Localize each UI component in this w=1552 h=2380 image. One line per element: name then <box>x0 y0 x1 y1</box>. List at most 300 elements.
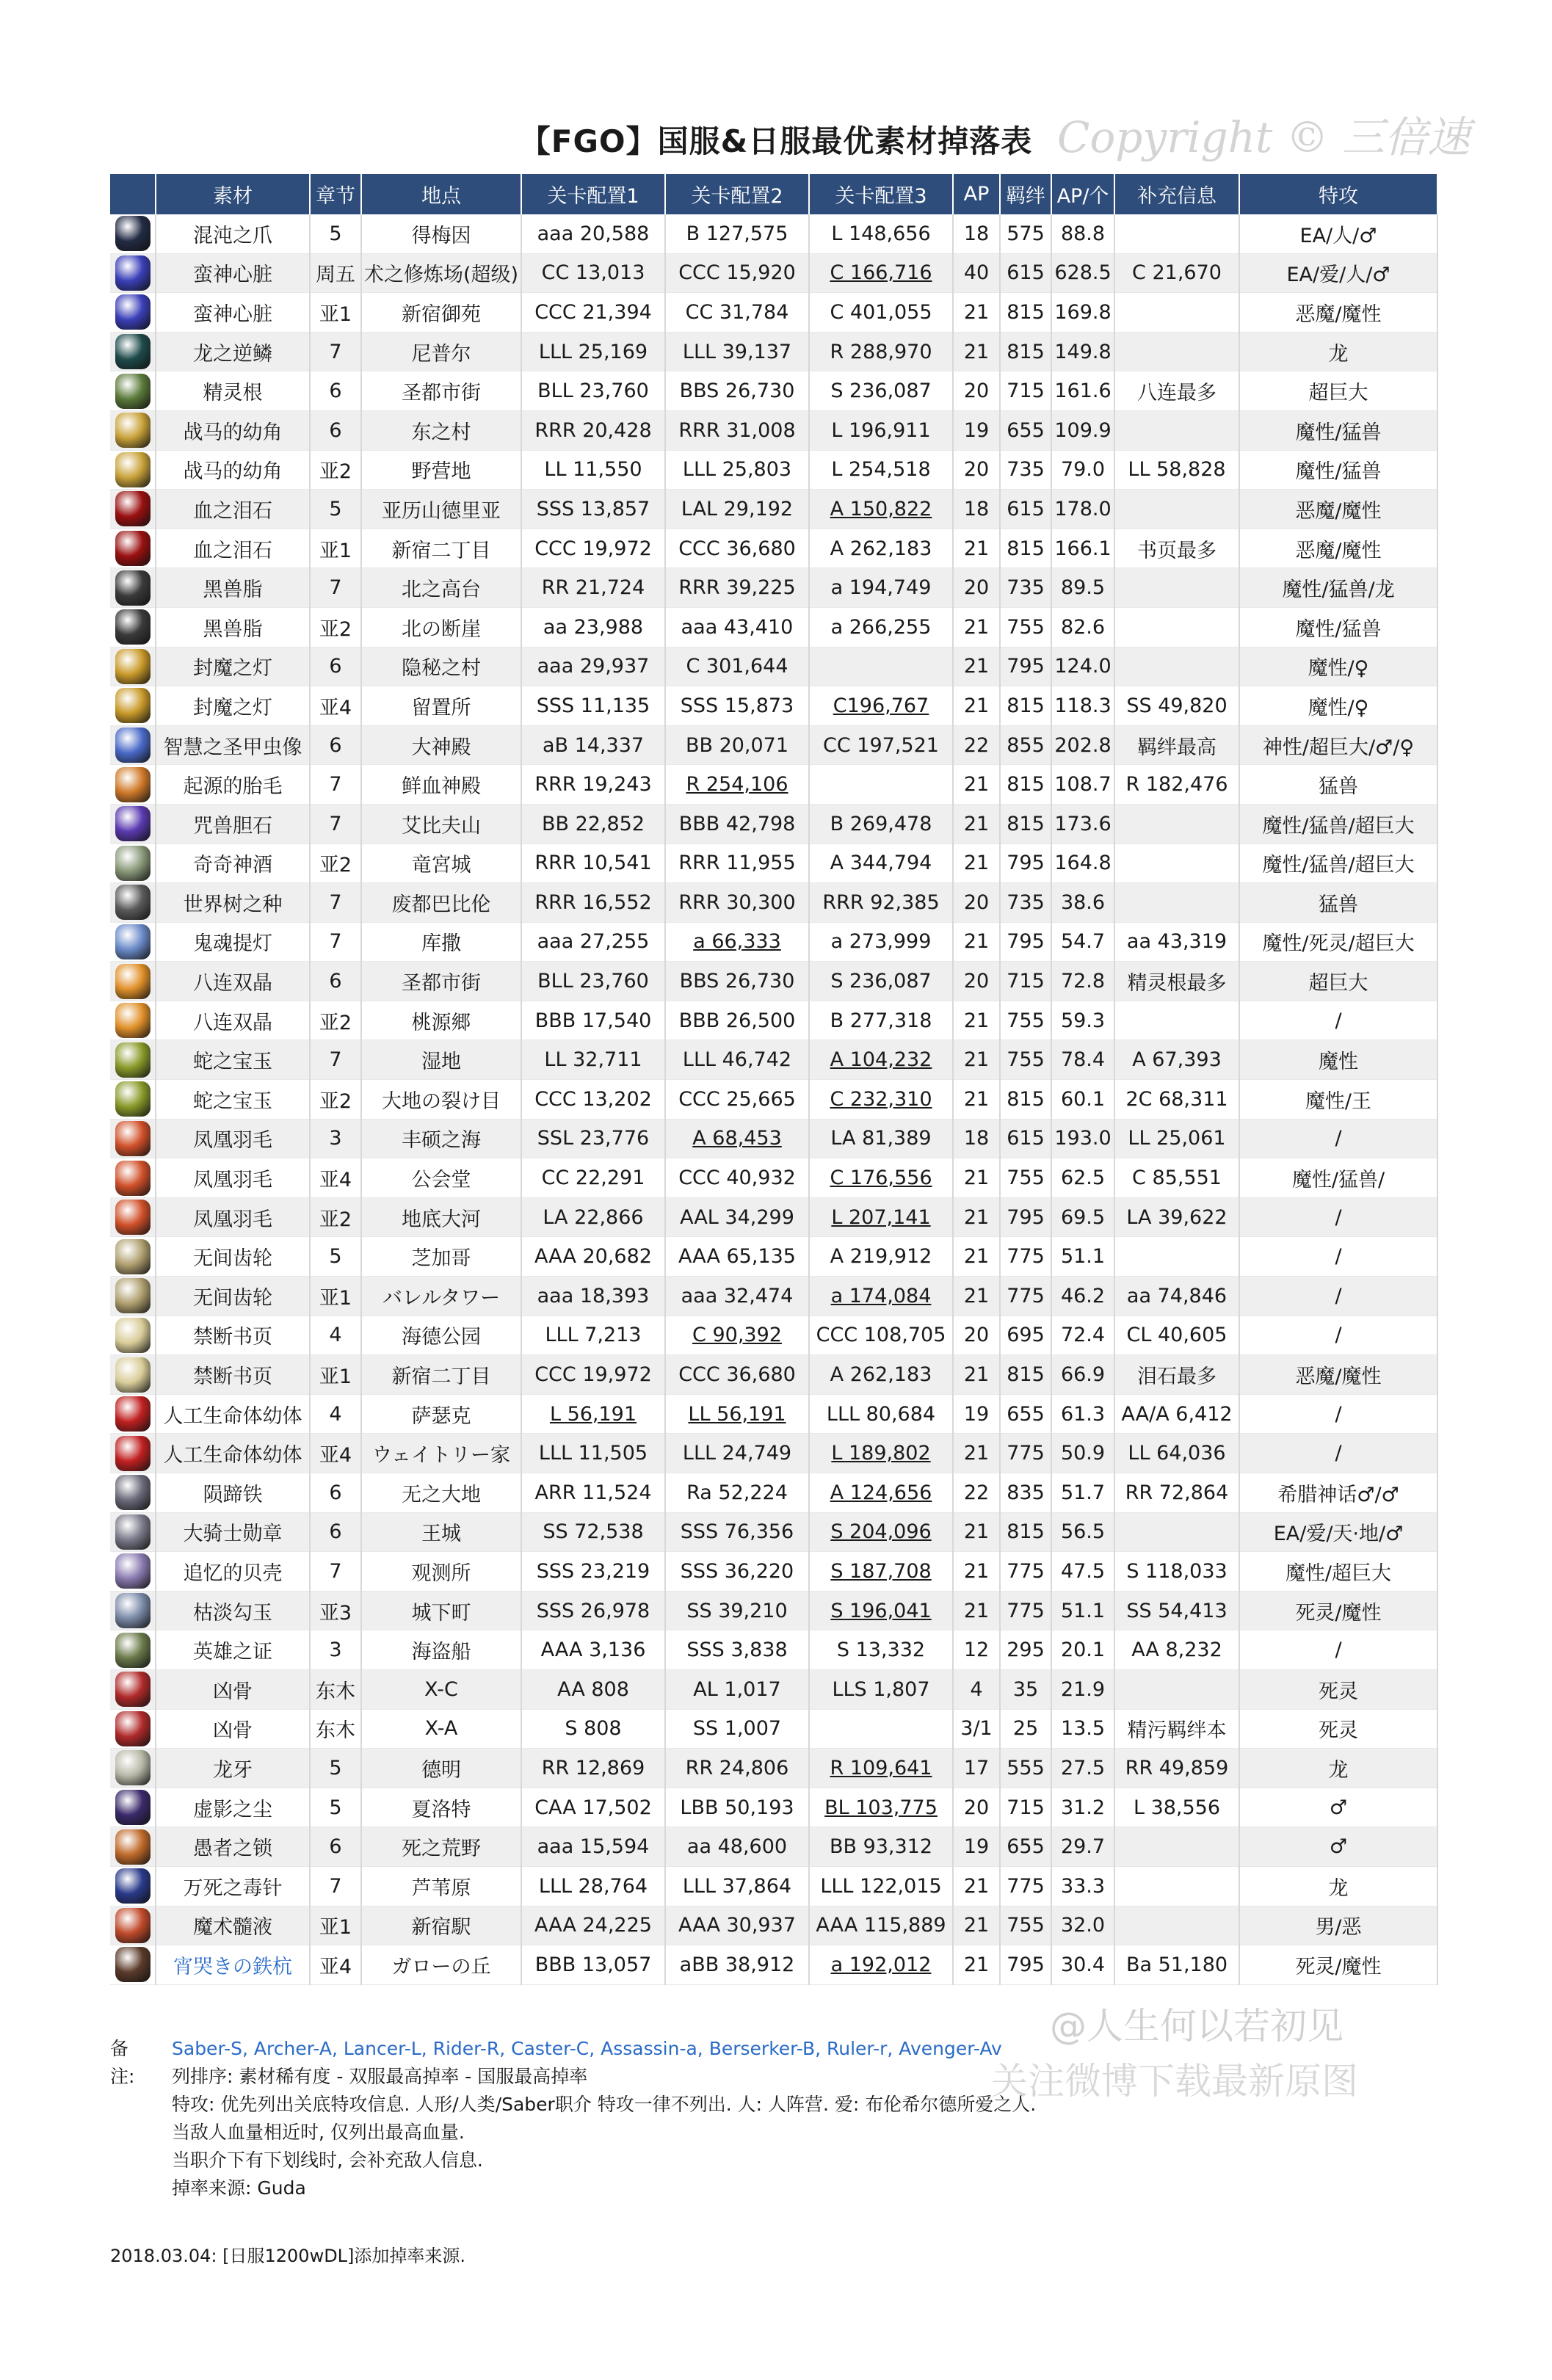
cell-config-1: LL 32,711 <box>521 1040 665 1080</box>
cell-bond: 735 <box>1000 568 1051 608</box>
material-icon <box>115 1396 151 1432</box>
cell-material: 血之泪石 <box>156 490 310 529</box>
cell-bond: 755 <box>1000 1001 1051 1040</box>
material-icon-cell <box>110 647 156 686</box>
cell-location: 术之修炼场(超级) <box>361 253 521 293</box>
cell-extra-info <box>1114 1237 1239 1277</box>
cell-config-1: BLL 23,760 <box>521 371 665 411</box>
cell-location: 萨瑟克 <box>361 1394 521 1434</box>
material-icon <box>115 1553 151 1589</box>
table-row <box>110 1316 1437 1355</box>
cell-location: ガローの丘 <box>361 1945 521 1985</box>
cell-chapter: 5 <box>310 1749 361 1788</box>
table-row <box>110 1906 1437 1945</box>
cell-extra-info <box>1114 607 1239 647</box>
cell-config-1: RRR 20,428 <box>521 410 665 450</box>
cell-config-2: C 90,392 <box>665 1316 809 1355</box>
cell-special-attack: ♂ <box>1239 1788 1437 1827</box>
cell-ap: 21 <box>953 1866 1000 1906</box>
header-ap-per-item: AP/个 <box>1051 174 1114 214</box>
cell-bond: 615 <box>1000 490 1051 529</box>
cell-bond: 775 <box>1000 1866 1051 1906</box>
cell-material: 精灵根 <box>156 371 310 411</box>
material-icon <box>115 1239 151 1274</box>
cell-location: 无之大地 <box>361 1473 521 1513</box>
cell-chapter: 5 <box>310 214 361 253</box>
cell-extra-info <box>1114 1906 1239 1945</box>
cell-extra-info: aa 43,319 <box>1114 922 1239 962</box>
material-icon-cell <box>110 1749 156 1788</box>
cell-bond: 715 <box>1000 371 1051 411</box>
cell-special-attack: / <box>1239 1277 1437 1316</box>
cell-config-3: B 277,318 <box>809 1001 953 1040</box>
cell-config-2: LBB 50,193 <box>665 1788 809 1827</box>
material-icon-cell <box>110 1316 156 1355</box>
cell-special-attack: / <box>1239 1434 1437 1473</box>
cell-material: 凤凰羽毛 <box>156 1158 310 1198</box>
cell-bond: 815 <box>1000 293 1051 333</box>
material-icon <box>115 649 151 684</box>
cell-extra-info <box>1114 214 1239 253</box>
cell-config-1: LLL 11,505 <box>521 1434 665 1473</box>
cell-config-2: aa 48,600 <box>665 1827 809 1867</box>
table-row <box>110 686 1437 726</box>
cell-config-1: LLL 7,213 <box>521 1316 665 1355</box>
cell-ap-per-item: 69.5 <box>1051 1197 1114 1237</box>
cell-chapter: 3 <box>310 1630 361 1670</box>
material-icon-cell <box>110 410 156 450</box>
cell-ap-per-item: 164.8 <box>1051 843 1114 883</box>
material-icon-cell <box>110 1277 156 1316</box>
material-icon <box>115 1200 151 1235</box>
material-icon-cell <box>110 450 156 490</box>
cell-config-1: LA 22,866 <box>521 1197 665 1237</box>
cell-config-3: LA 81,389 <box>809 1119 953 1158</box>
cell-chapter: 6 <box>310 1473 361 1513</box>
cell-config-1: aaa 18,393 <box>521 1277 665 1316</box>
cell-bond: 615 <box>1000 253 1051 293</box>
cell-config-1: CCC 19,972 <box>521 529 665 568</box>
cell-material: 战马的幼角 <box>156 450 310 490</box>
material-icon <box>115 531 151 566</box>
cell-special-attack: EA/爱/人/♂ <box>1239 253 1437 293</box>
material-icon <box>115 688 151 723</box>
cell-ap: 21 <box>953 922 1000 962</box>
cell-ap: 21 <box>953 1001 1000 1040</box>
cell-chapter: 亚4 <box>310 1158 361 1198</box>
table-row <box>110 1709 1437 1749</box>
material-icon-cell <box>110 1040 156 1080</box>
cell-extra-info: SS 54,413 <box>1114 1591 1239 1630</box>
cell-config-1: CC 22,291 <box>521 1158 665 1198</box>
cell-bond: 655 <box>1000 1827 1051 1867</box>
cell-config-3: a 194,749 <box>809 568 953 608</box>
cell-ap: 20 <box>953 883 1000 923</box>
cell-ap-per-item: 108.7 <box>1051 765 1114 805</box>
cell-ap-per-item: 124.0 <box>1051 647 1114 686</box>
cell-special-attack: / <box>1239 1119 1437 1158</box>
table-row <box>110 1237 1437 1277</box>
material-icon <box>115 1475 151 1510</box>
material-icon <box>115 767 151 802</box>
table-row <box>110 962 1437 1001</box>
cell-extra-info: Ba 51,180 <box>1114 1945 1239 1985</box>
cell-chapter: 5 <box>310 490 361 529</box>
table-row <box>110 922 1437 962</box>
cell-ap-per-item: 46.2 <box>1051 1277 1114 1316</box>
cell-config-3: C 176,556 <box>809 1158 953 1198</box>
cell-special-attack: 猛兽 <box>1239 883 1437 923</box>
cell-config-2: AAA 30,937 <box>665 1906 809 1945</box>
material-icon <box>115 1633 151 1668</box>
cell-bond: 755 <box>1000 1158 1051 1198</box>
cell-ap: 21 <box>953 804 1000 843</box>
cell-ap-per-item: 51.7 <box>1051 1473 1114 1513</box>
material-icon-cell <box>110 1119 156 1158</box>
note-line: 掉率来源: Guda <box>172 2177 306 2199</box>
watermark-author: @人生何以若初见 <box>1050 2005 1344 2047</box>
cell-chapter: 亚1 <box>310 1355 361 1395</box>
cell-location: X-A <box>361 1709 521 1749</box>
cell-config-2: LAL 29,192 <box>665 490 809 529</box>
cell-bond: 795 <box>1000 1197 1051 1237</box>
cell-config-2: SS 39,210 <box>665 1591 809 1630</box>
table-row <box>110 529 1437 568</box>
cell-ap: 21 <box>953 529 1000 568</box>
cell-ap-per-item: 72.8 <box>1051 962 1114 1001</box>
cell-location: 废都巴比伦 <box>361 883 521 923</box>
table-row <box>110 804 1437 843</box>
cell-bond: 775 <box>1000 1591 1051 1630</box>
cell-ap: 20 <box>953 568 1000 608</box>
cell-chapter: 亚2 <box>310 1001 361 1040</box>
cell-config-2: SSS 36,220 <box>665 1552 809 1592</box>
cell-config-3: LLS 1,807 <box>809 1669 953 1709</box>
cell-extra-info: CL 40,605 <box>1114 1316 1239 1355</box>
cell-bond: 775 <box>1000 1552 1051 1592</box>
cell-special-attack: 龙 <box>1239 332 1437 371</box>
cell-bond: 815 <box>1000 332 1051 371</box>
page-title: 【FGO】国服&日服最优素材掉落表 <box>519 123 1033 159</box>
cell-extra-info: C 21,670 <box>1114 253 1239 293</box>
material-icon <box>115 1750 151 1785</box>
cell-bond: 615 <box>1000 1119 1051 1158</box>
cell-material: 封魔之灯 <box>156 686 310 726</box>
table-row <box>110 1119 1437 1158</box>
material-icon <box>115 1278 151 1313</box>
cell-config-2: CCC 36,680 <box>665 1355 809 1395</box>
header-location: 地点 <box>361 174 521 214</box>
material-icon <box>115 334 151 369</box>
cell-extra-info: AA 8,232 <box>1114 1630 1239 1670</box>
cell-extra-info <box>1114 647 1239 686</box>
material-icon <box>115 1711 151 1746</box>
material-icon-cell <box>110 686 156 726</box>
cell-material: 凶骨 <box>156 1709 310 1749</box>
cell-location: 隐秘之村 <box>361 647 521 686</box>
material-icon-cell <box>110 1355 156 1395</box>
table-row <box>110 1749 1437 1788</box>
material-icon-cell <box>110 293 156 333</box>
cell-config-1: aB 14,337 <box>521 725 665 765</box>
material-icon-cell <box>110 332 156 371</box>
cell-config-1: SSS 11,135 <box>521 686 665 726</box>
material-icon-cell <box>110 1394 156 1434</box>
cell-material: 禁断书页 <box>156 1316 310 1355</box>
cell-chapter: 6 <box>310 1512 361 1552</box>
cell-material: 禁断书页 <box>156 1355 310 1395</box>
cell-material: 宵哭きの鉄杭 <box>156 1945 310 1985</box>
cell-location: 夏洛特 <box>361 1788 521 1827</box>
cell-ap: 20 <box>953 371 1000 411</box>
material-icon <box>115 609 151 645</box>
cell-bond: 695 <box>1000 1316 1051 1355</box>
cell-extra-info: LA 39,622 <box>1114 1197 1239 1237</box>
cell-location: 城下町 <box>361 1591 521 1630</box>
cell-chapter: 7 <box>310 1866 361 1906</box>
cell-extra-info: AA/A 6,412 <box>1114 1394 1239 1434</box>
cell-special-attack: 魔性/猛兽/超巨大 <box>1239 843 1437 883</box>
cell-ap-per-item: 169.8 <box>1051 293 1114 333</box>
watermark-follow: 关注微博下载最新原图 <box>991 2060 1358 2103</box>
cell-config-3: A 262,183 <box>809 529 953 568</box>
cell-config-1: SSL 23,776 <box>521 1119 665 1158</box>
cell-location: 芦苇原 <box>361 1866 521 1906</box>
cell-config-2: BBS 26,730 <box>665 371 809 411</box>
cell-ap-per-item: 193.0 <box>1051 1119 1114 1158</box>
material-icon-cell <box>110 1197 156 1237</box>
material-icon <box>115 570 151 606</box>
cell-ap: 19 <box>953 410 1000 450</box>
cell-config-2: AAA 65,135 <box>665 1237 809 1277</box>
cell-ap-per-item: 51.1 <box>1051 1237 1114 1277</box>
class-legend: Saber-S, Archer-A, Lancer-L, Rider-R, Caster-C, Assassin-a, Berserker-B, Ruler-r, Avenger-Av <box>172 2038 1002 2059</box>
table-row <box>110 1080 1437 1120</box>
cell-config-2: RR 24,806 <box>665 1749 809 1788</box>
cell-extra-info: aa 74,846 <box>1114 1277 1239 1316</box>
cell-ap: 21 <box>953 647 1000 686</box>
cell-extra-info <box>1114 1512 1239 1552</box>
cell-special-attack: 恶魔/魔性 <box>1239 529 1437 568</box>
cell-chapter: 亚2 <box>310 1080 361 1120</box>
cell-chapter: 亚2 <box>310 607 361 647</box>
cell-config-1: BBB 13,057 <box>521 1945 665 1985</box>
cell-config-2: BBB 42,798 <box>665 804 809 843</box>
cell-special-attack: 魔性/♀ <box>1239 686 1437 726</box>
cell-config-1: CCC 13,202 <box>521 1080 665 1120</box>
cell-config-2: AAL 34,299 <box>665 1197 809 1237</box>
cell-ap-per-item: 30.4 <box>1051 1945 1114 1985</box>
cell-config-2: B 127,575 <box>665 214 809 253</box>
cell-config-3: A 262,183 <box>809 1355 953 1395</box>
cell-special-attack: 死灵/魔性 <box>1239 1945 1437 1985</box>
cell-bond: 755 <box>1000 1906 1051 1945</box>
cell-config-2: A 68,453 <box>665 1119 809 1158</box>
cell-location: 王城 <box>361 1512 521 1552</box>
table-row <box>110 490 1437 529</box>
cell-location: 丰硕之海 <box>361 1119 521 1158</box>
material-icon-cell <box>110 1512 156 1552</box>
cell-config-2: AL 1,017 <box>665 1669 809 1709</box>
cell-config-3: R 109,641 <box>809 1749 953 1788</box>
cell-ap-per-item: 54.7 <box>1051 922 1114 962</box>
material-icon <box>115 1672 151 1707</box>
cell-config-3: CC 197,521 <box>809 725 953 765</box>
cell-bond: 735 <box>1000 450 1051 490</box>
cell-config-3: S 204,096 <box>809 1512 953 1552</box>
cell-bond: 815 <box>1000 529 1051 568</box>
cell-material: 英雄之证 <box>156 1630 310 1670</box>
cell-extra-info <box>1114 1001 1239 1040</box>
table-row <box>110 1473 1437 1513</box>
material-icon-cell <box>110 490 156 529</box>
cell-ap: 21 <box>953 686 1000 726</box>
cell-location: 死之荒野 <box>361 1827 521 1867</box>
cell-ap-per-item: 60.1 <box>1051 1080 1114 1120</box>
cell-special-attack: 恶魔/魔性 <box>1239 293 1437 333</box>
cell-chapter: 亚1 <box>310 529 361 568</box>
cell-ap: 20 <box>953 1788 1000 1827</box>
cell-chapter: 亚2 <box>310 843 361 883</box>
cell-location: 尼普尔 <box>361 332 521 371</box>
cell-config-3: B 269,478 <box>809 804 953 843</box>
table-header-row <box>110 174 1437 214</box>
cell-extra-info: A 67,393 <box>1114 1040 1239 1080</box>
cell-chapter: 6 <box>310 410 361 450</box>
cell-config-3: C 166,716 <box>809 253 953 293</box>
cell-ap-per-item: 21.9 <box>1051 1669 1114 1709</box>
cell-material: 虚影之尘 <box>156 1788 310 1827</box>
cell-config-2: RRR 30,300 <box>665 883 809 923</box>
table-row <box>110 293 1437 333</box>
cell-location: ウェイトリー家 <box>361 1434 521 1473</box>
cell-extra-info: LL 64,036 <box>1114 1434 1239 1473</box>
cell-config-2: RRR 39,225 <box>665 568 809 608</box>
cell-material: 龙牙 <box>156 1749 310 1788</box>
cell-extra-info: SS 49,820 <box>1114 686 1239 726</box>
cell-special-attack: 魔性/猛兽 <box>1239 607 1437 647</box>
cell-ap-per-item: 161.6 <box>1051 371 1114 411</box>
cell-config-2: RRR 11,955 <box>665 843 809 883</box>
cell-location: 鲜血神殿 <box>361 765 521 805</box>
cell-config-3: C 232,310 <box>809 1080 953 1120</box>
cell-special-attack: 魔性/猛兽/超巨大 <box>1239 804 1437 843</box>
cell-ap: 21 <box>953 1277 1000 1316</box>
cell-special-attack: 男/恶 <box>1239 1906 1437 1945</box>
cell-config-3: a 174,084 <box>809 1277 953 1316</box>
cell-location: 桃源郷 <box>361 1001 521 1040</box>
material-icon-cell <box>110 253 156 293</box>
cell-chapter: 4 <box>310 1316 361 1355</box>
material-icon <box>115 1318 151 1353</box>
cell-config-3: a 192,012 <box>809 1945 953 1985</box>
material-icon <box>115 885 151 920</box>
material-icon-cell <box>110 1158 156 1198</box>
cell-location: 地底大河 <box>361 1197 521 1237</box>
cell-ap-per-item: 20.1 <box>1051 1630 1114 1670</box>
cell-bond: 815 <box>1000 804 1051 843</box>
cell-config-2: RRR 31,008 <box>665 410 809 450</box>
table-row <box>110 1001 1437 1040</box>
cell-config-1: AAA 3,136 <box>521 1630 665 1670</box>
cell-material: 万死之毒针 <box>156 1866 310 1906</box>
cell-config-2: CC 31,784 <box>665 293 809 333</box>
cell-extra-info: 羁绊最高 <box>1114 725 1239 765</box>
cell-bond: 775 <box>1000 1434 1051 1473</box>
cell-special-attack: 死灵 <box>1239 1709 1437 1749</box>
cell-chapter: 6 <box>310 647 361 686</box>
cell-bond: 795 <box>1000 647 1051 686</box>
table-row <box>110 1040 1437 1080</box>
cell-bond: 655 <box>1000 410 1051 450</box>
cell-material: 蛮神心脏 <box>156 293 310 333</box>
cell-extra-info: 泪石最多 <box>1114 1355 1239 1395</box>
cell-location: 北の断崖 <box>361 607 521 647</box>
material-icon-cell <box>110 883 156 923</box>
cell-special-attack: 龙 <box>1239 1749 1437 1788</box>
cell-material: 人工生命体幼体 <box>156 1394 310 1434</box>
cell-config-3: L 207,141 <box>809 1197 953 1237</box>
cell-config-1: CCC 19,972 <box>521 1355 665 1395</box>
cell-config-3: LLL 122,015 <box>809 1866 953 1906</box>
material-icon-cell <box>110 1866 156 1906</box>
material-icon <box>115 255 151 291</box>
cell-material: 封魔之灯 <box>156 647 310 686</box>
cell-config-2: CCC 40,932 <box>665 1158 809 1198</box>
note-line: 特攻: 优先列出关底特攻信息. 人形/人类/Saber职介 特攻一律不列出. 人: 人阵营. 爱: 布伦希尔德所爱之人. <box>172 2094 1037 2115</box>
cell-material: 世界树之种 <box>156 883 310 923</box>
table-row <box>110 1197 1437 1237</box>
cell-ap: 20 <box>953 962 1000 1001</box>
cell-ap-per-item: 166.1 <box>1051 529 1114 568</box>
header-chapter: 章节 <box>310 174 361 214</box>
cell-special-attack: / <box>1239 1394 1437 1434</box>
cell-ap: 4 <box>953 1669 1000 1709</box>
cell-ap-per-item: 89.5 <box>1051 568 1114 608</box>
table-row <box>110 1512 1437 1552</box>
cell-location: 野营地 <box>361 450 521 490</box>
cell-ap-per-item: 66.9 <box>1051 1355 1114 1395</box>
cell-config-3: L 189,802 <box>809 1434 953 1473</box>
header-ap: AP <box>953 174 1000 214</box>
cell-ap: 21 <box>953 1080 1000 1120</box>
note-line: 当敌人血量相近时, 仅列出最高血量. <box>172 2122 465 2143</box>
cell-config-3: a 266,255 <box>809 607 953 647</box>
cell-config-1: aa 23,988 <box>521 607 665 647</box>
cell-extra-info <box>1114 804 1239 843</box>
cell-ap-per-item: 149.8 <box>1051 332 1114 371</box>
cell-material: 咒兽胆石 <box>156 804 310 843</box>
material-icon <box>115 806 151 841</box>
cell-config-2: LLL 25,803 <box>665 450 809 490</box>
cell-location: 公会堂 <box>361 1158 521 1198</box>
cell-config-1: BB 22,852 <box>521 804 665 843</box>
material-icon-cell <box>110 1945 156 1985</box>
material-icon <box>115 1357 151 1393</box>
cell-special-attack: / <box>1239 1001 1437 1040</box>
cell-bond: 795 <box>1000 922 1051 962</box>
cell-ap: 21 <box>953 1945 1000 1985</box>
cell-config-2: LLL 46,742 <box>665 1040 809 1080</box>
cell-config-1: CC 13,013 <box>521 253 665 293</box>
cell-extra-info <box>1114 293 1239 333</box>
cell-location: 圣都市街 <box>361 371 521 411</box>
cell-ap: 21 <box>953 1197 1000 1237</box>
cell-config-1: aaa 27,255 <box>521 922 665 962</box>
cell-bond: 715 <box>1000 1788 1051 1827</box>
cell-ap-per-item: 118.3 <box>1051 686 1114 726</box>
cell-config-3: S 236,087 <box>809 371 953 411</box>
